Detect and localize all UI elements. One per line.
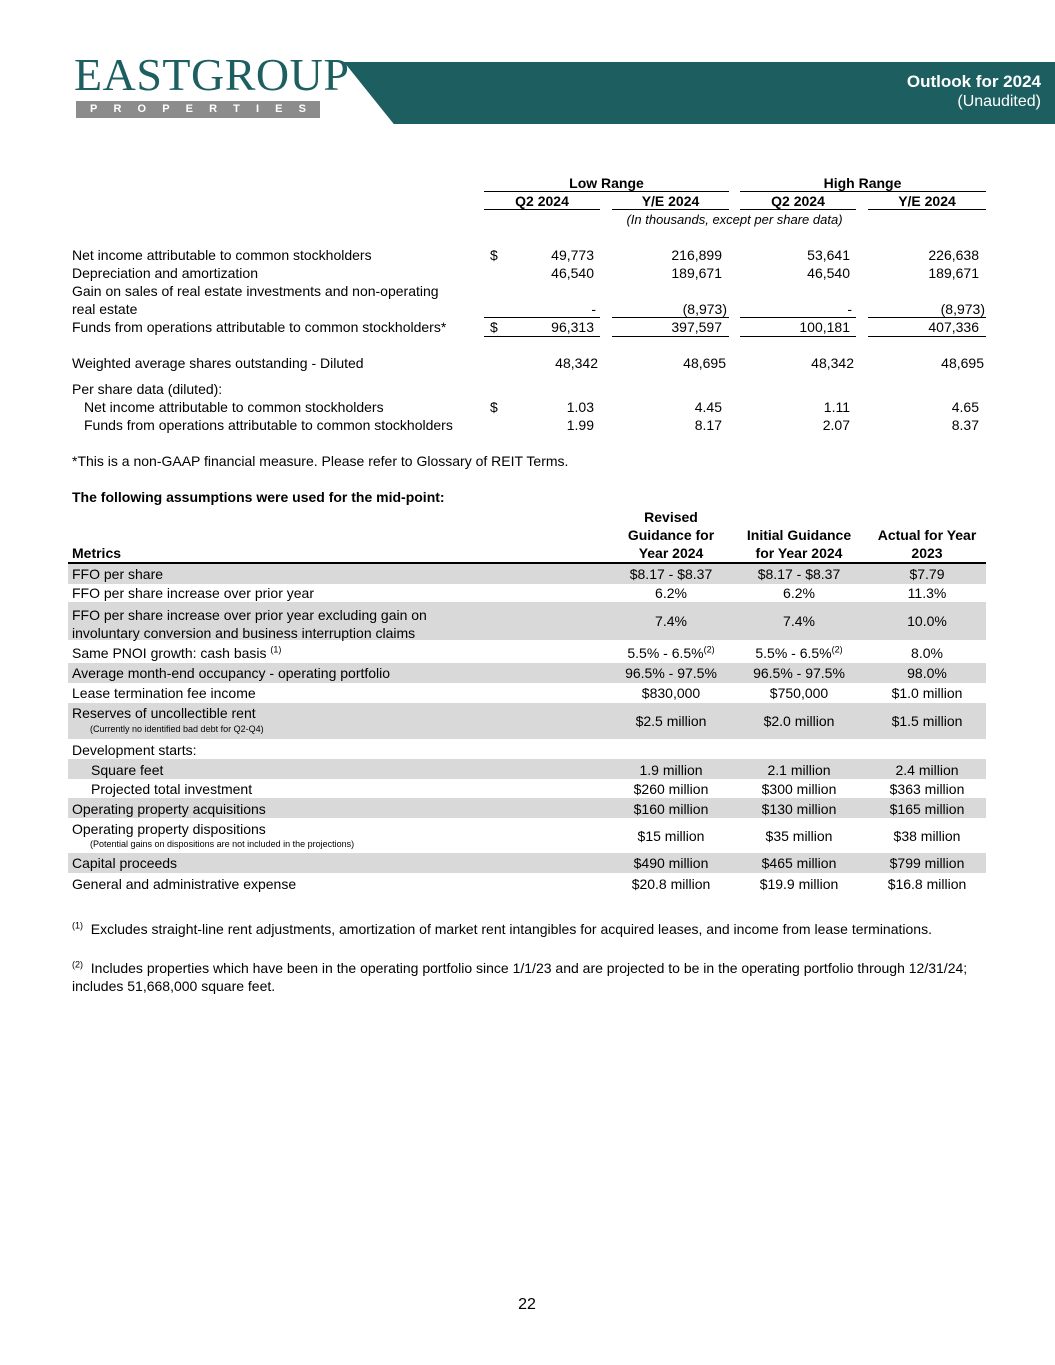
col-header: Q2 2024 xyxy=(771,193,825,209)
cell: 7.4% xyxy=(783,613,815,629)
cell: 5.5% - 6.5%$^{(2)}$ xyxy=(755,644,843,661)
page-subtitle: (Unaudited) xyxy=(957,93,1041,110)
cell: 6.2% xyxy=(783,585,815,601)
logo-wordmark: EASTGROUP xyxy=(74,49,350,100)
col-metrics: Metrics xyxy=(72,545,122,561)
metric-label: General and administrative expense xyxy=(72,876,297,892)
cell: $15 million xyxy=(637,828,705,844)
metric-label: Same PNOI growth: cash basis $^{(1)}$ xyxy=(72,644,282,661)
total-rule xyxy=(740,336,856,337)
cell: 48,695 xyxy=(683,355,726,371)
cell: $799 million xyxy=(889,855,965,871)
total-rule xyxy=(612,336,729,337)
cell: 96,313 xyxy=(551,319,594,335)
cell: $35 million xyxy=(765,828,833,844)
cell: 11.3% xyxy=(907,585,947,601)
col-header: Y/E 2024 xyxy=(898,193,956,209)
cell: $830,000 xyxy=(641,685,701,701)
cell: $1.0 million xyxy=(891,685,963,701)
cell: 216,899 xyxy=(671,247,722,263)
col-header: Q2 2024 xyxy=(515,193,569,209)
row-label: Net income attributable to common stockholders xyxy=(72,247,372,263)
cell: 1.11 xyxy=(823,399,850,415)
col-actual-2: 2023 xyxy=(911,545,943,561)
cell: $16.8 million xyxy=(887,876,967,892)
cell: (8,973) xyxy=(940,301,985,317)
cell: 397,597 xyxy=(671,319,722,335)
group-low-range: Low Range xyxy=(569,175,644,191)
cell: 49,773 xyxy=(551,247,594,263)
metric-label: Average month-end occupancy - operating portfolio xyxy=(72,665,391,681)
cell: 6.2% xyxy=(655,585,687,601)
footnote-ref: (2) xyxy=(831,644,843,655)
footnote-mark: (2) xyxy=(72,959,83,970)
col-initial-2: for Year 2024 xyxy=(755,545,843,561)
cell: $750,000 xyxy=(769,685,829,701)
footnote-2-cont: includes 51,668,000 square feet. xyxy=(72,978,276,994)
cell: $2.0 million xyxy=(763,713,835,729)
cell: 226,638 xyxy=(928,247,979,263)
row-label: Weighted average shares outstanding - Diluted xyxy=(72,355,364,371)
page-title: Outlook for 2024 xyxy=(906,72,1041,91)
col-initial-1: Initial Guidance xyxy=(746,527,852,543)
col-revised-3: Year 2024 xyxy=(638,545,704,561)
col-revised-1: Revised xyxy=(644,509,698,525)
cell: 7.4% xyxy=(655,613,687,629)
metric-label: Development starts: xyxy=(72,742,197,758)
cell: $465 million xyxy=(761,855,837,871)
cell: 2.1 million xyxy=(767,762,831,778)
row-label: Depreciation and amortization xyxy=(72,265,258,281)
page-number: 22 xyxy=(518,1296,536,1313)
col-rule xyxy=(740,209,856,210)
cell: - xyxy=(847,301,852,317)
metric-label: Projected total investment xyxy=(91,781,253,797)
col-actual-1: Actual for Year xyxy=(877,527,977,543)
cell: $363 million xyxy=(889,781,965,797)
cell: 46,540 xyxy=(551,265,594,281)
footnote-ref: (1) xyxy=(270,644,282,655)
non-gaap-footnote: *This is a non-GAAP financial measure. Please refer to Glossary of REIT Terms. xyxy=(72,453,569,469)
col-rule xyxy=(612,209,729,210)
cell: 100,181 xyxy=(799,319,850,335)
cell: 1.99 xyxy=(566,417,594,433)
cell: 48,342 xyxy=(811,355,854,371)
cell: $38 million xyxy=(893,828,961,844)
metric-label: Lease termination fee income xyxy=(72,685,256,701)
cell: 53,641 xyxy=(807,247,850,263)
dollar-sign: $ xyxy=(490,319,498,335)
metric-label-cont: involuntary conversion and business interruption claims xyxy=(72,625,416,641)
cell: $2.5 million xyxy=(635,713,707,729)
footnote-ref: (2) xyxy=(703,644,715,655)
footnote-1: $^{(1)}$ Excludes straight-line rent adjustments, amortization of market rent intangibles for acquired leases, and income from lease terminations. xyxy=(72,920,932,937)
cell: 8.17 xyxy=(694,417,722,433)
cell: 5.5% - 6.5%$^{(2)}$ xyxy=(627,644,715,661)
units-note: (In thousands, except per share data) xyxy=(626,212,843,227)
row-label: Funds from operations attributable to common stockholders* xyxy=(72,319,447,335)
per-share-heading: Per share data (diluted): xyxy=(72,381,223,397)
cell: 48,342 xyxy=(555,355,598,371)
cell: $20.8 million xyxy=(631,876,711,892)
cell: $165 million xyxy=(889,801,965,817)
cell: $300 million xyxy=(761,781,837,797)
row-label: Net income attributable to common stockholders xyxy=(84,399,384,415)
cell: 4.45 xyxy=(694,399,722,415)
dollar-sign: $ xyxy=(490,247,498,263)
cell: $130 million xyxy=(761,801,837,817)
col-rule xyxy=(868,209,986,210)
cell: 1.9 million xyxy=(639,762,703,778)
cell: 189,671 xyxy=(928,265,979,281)
metric-label: Operating property dispositions xyxy=(72,821,266,837)
cell: 48,695 xyxy=(941,355,984,371)
cell: 189,671 xyxy=(671,265,722,281)
metric-label: FFO per share increase over prior year xyxy=(72,585,314,601)
metric-label: Reserves of uncollectible rent xyxy=(72,705,256,721)
cell: $160 million xyxy=(633,801,709,817)
dollar-sign: $ xyxy=(490,399,498,415)
cell: - xyxy=(591,301,596,317)
cell: $260 million xyxy=(633,781,709,797)
assumptions-heading: The following assumptions were used for the mid-point: xyxy=(72,489,445,505)
total-rule xyxy=(868,336,986,337)
metric-note: (Potential gains on dispositions are not included in the projections) xyxy=(90,839,355,849)
cell: 98.0% xyxy=(907,665,947,681)
col-rule xyxy=(484,209,600,210)
col-header: Y/E 2024 xyxy=(641,193,700,209)
metric-label: Square feet xyxy=(91,762,164,778)
cell: $8.17 - $8.37 xyxy=(629,566,713,582)
total-rule xyxy=(484,336,600,337)
cell: 2.4 million xyxy=(895,762,959,778)
row-label: Gain on sales of real estate investments and non-operating xyxy=(72,283,439,299)
footnote-2: $^{(2)}$ Includes properties which have been in the operating portfolio since 1/1/23 and are projected to be in the operating portfolio through 12/31/24; xyxy=(72,959,968,976)
cell: $8.17 - $8.37 xyxy=(757,566,841,582)
cell: 46,540 xyxy=(807,265,850,281)
cell: $490 million xyxy=(633,855,709,871)
cell: $1.5 million xyxy=(891,713,963,729)
cell: 10.0% xyxy=(907,613,947,629)
cell: 96.5% - 97.5% xyxy=(753,665,845,681)
cell: 4.65 xyxy=(951,399,979,415)
metric-note: (Currently no identified bad debt for Q2-Q4) xyxy=(90,724,264,734)
metric-label: FFO per share increase over prior year excluding gain on xyxy=(72,607,427,623)
metric-label: Operating property acquisitions xyxy=(72,801,266,817)
cell: 8.37 xyxy=(951,417,979,433)
cell: 1.03 xyxy=(566,399,594,415)
col-revised-2: Guidance for xyxy=(627,527,715,543)
cell: 2.07 xyxy=(822,417,850,433)
cell: $7.79 xyxy=(909,566,945,582)
group-high-range: High Range xyxy=(823,175,902,191)
row-label-cont: real estate xyxy=(72,301,138,317)
cell: $19.9 million xyxy=(759,876,839,892)
cell: 96.5% - 97.5% xyxy=(625,665,717,681)
cell: 407,336 xyxy=(928,319,979,335)
row-label: Funds from operations attributable to common stockholders xyxy=(84,417,453,433)
metric-label: Capital proceeds xyxy=(72,855,178,871)
cell: (8,973) xyxy=(682,301,727,317)
cell: 8.0% xyxy=(911,645,943,661)
footnote-mark: (1) xyxy=(72,920,83,931)
metric-label: FFO per share xyxy=(72,566,164,582)
logo-subtitle: P R O P E R T I E S xyxy=(90,103,306,115)
